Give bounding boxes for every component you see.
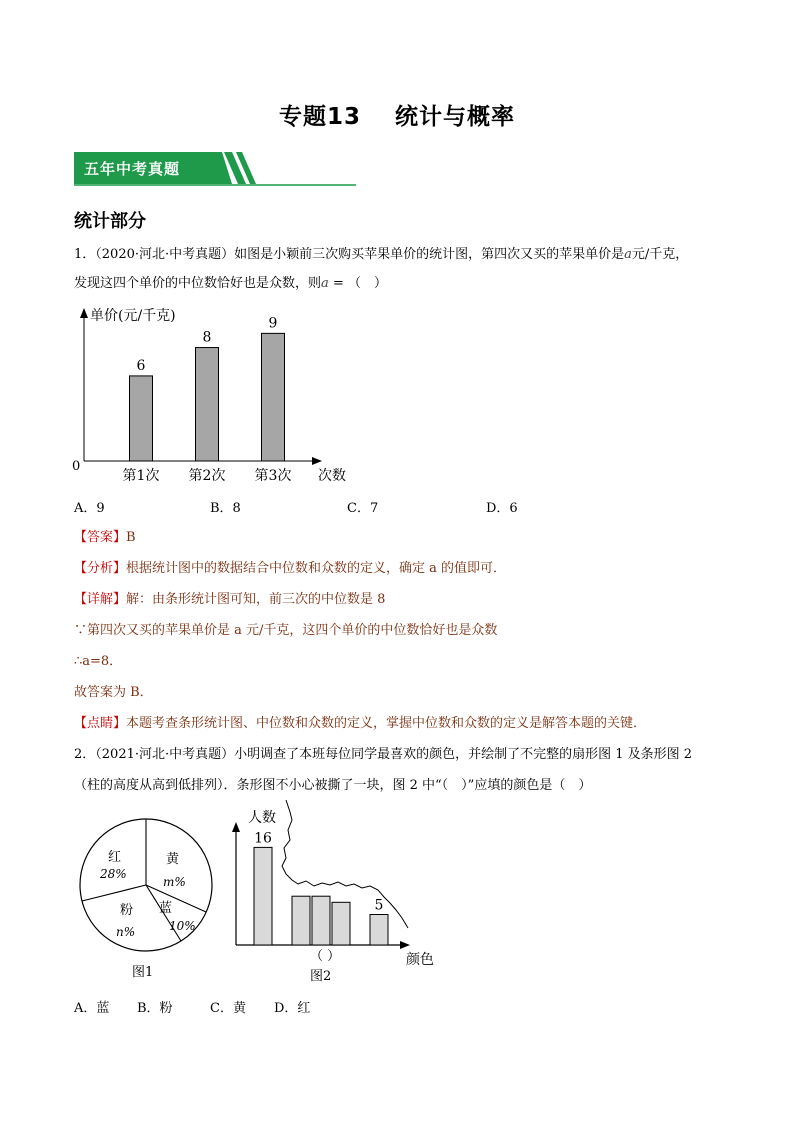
bar xyxy=(312,896,330,945)
q1-option-d[interactable]: D．6 xyxy=(486,501,518,516)
q1-therefore: ∴a=8． xyxy=(74,654,123,669)
origin-label: 0 xyxy=(72,459,81,474)
x-tick-label: 第2次 xyxy=(188,468,226,484)
x-axis-label: 颜色 xyxy=(406,952,434,968)
slice-name-blue: 蓝 xyxy=(159,901,173,916)
q1-because: ∵第四次又买的苹果单价是 a 元/千克，这四个单价的中位数恰好也是众数 xyxy=(74,623,498,638)
blank-category-label: （ ） xyxy=(310,949,341,964)
slice-label-red: 28% xyxy=(100,867,127,881)
figure-caption: 图2 xyxy=(310,969,332,984)
q1-detail: 【详解】解：由条形统计图可知，前三次的中位数是 8 xyxy=(74,592,386,607)
slice-label-blue: 10% xyxy=(169,919,196,933)
bar xyxy=(262,333,285,461)
slice-name-pink: 粉 xyxy=(120,903,134,918)
bar-value-label: 6 xyxy=(136,357,146,374)
bar-value-label: 9 xyxy=(268,315,278,332)
x-axis-label: 次数 xyxy=(318,468,346,484)
page-title xyxy=(0,98,794,131)
x-tick-label: 第1次 xyxy=(122,468,160,484)
q2-bar-chart xyxy=(220,800,450,990)
bar xyxy=(196,348,219,461)
slice-label-yellow: m% xyxy=(163,875,186,889)
q1-line2: 发现这四个单价的中位数恰好也是众数，则a = （ ） xyxy=(74,276,387,291)
figure-caption: 图1 xyxy=(132,965,154,980)
q2-pie-chart xyxy=(70,808,230,988)
q2-line2: （柱的高度从高到低排列）．条形图不小心被撕了一块，图 2 中“（ ）”应填的颜色是（ ） xyxy=(74,778,592,793)
bar xyxy=(370,915,388,946)
x-axis-arrow xyxy=(400,941,410,949)
pie-divider xyxy=(82,885,146,901)
bar-value-label: 5 xyxy=(374,897,384,914)
q1-bar-chart xyxy=(60,300,360,490)
q1-comment: 【点睛】本题考查条形统计图、中位数和众数的定义，掌握中位数和众数的定义是解答本题的关键． xyxy=(74,716,647,731)
q1-conclusion: 故答案为 B． xyxy=(74,685,153,700)
q2-option-c[interactable]: C．黄 xyxy=(210,1001,246,1016)
y-axis-arrow xyxy=(80,308,88,318)
y-axis-label: 人数 xyxy=(248,810,276,826)
q2-option-a[interactable]: A．蓝 xyxy=(74,1001,110,1016)
x-tick-label: 第3次 xyxy=(254,468,292,484)
q1-option-a[interactable]: A．9 xyxy=(74,501,105,516)
title-topic-number: 专题13 xyxy=(278,104,361,130)
section-heading: 统计部分 xyxy=(74,211,146,232)
slice-name-yellow: 黄 xyxy=(166,852,180,867)
bar-value-label: 16 xyxy=(254,830,272,847)
y-axis-label: 单价(元/千克) xyxy=(90,308,176,324)
slice-name-red: 红 xyxy=(108,850,122,865)
q2-line1: 2．（2021·河北·中考真题）小明调查了本班每位同学最喜欢的颜色，并绘制了不完整的扇形图 1 及条形图 2 xyxy=(74,747,693,762)
q1-option-c[interactable]: C．7 xyxy=(347,501,379,516)
bar xyxy=(130,376,153,461)
bar xyxy=(292,896,310,945)
q1-option-b[interactable]: B．8 xyxy=(210,501,241,516)
bar-value-label: 8 xyxy=(202,329,212,346)
title-topic-name: 统计与概率 xyxy=(395,104,515,130)
y-axis-arrow xyxy=(232,822,240,832)
q2-option-d[interactable]: D．红 xyxy=(274,1001,311,1016)
banner-label: 五年中考真题 xyxy=(84,160,181,178)
q1-line1: 1．（2020·河北·中考真题）如图是小颖前三次购买苹果单价的统计图，第四次又买的苹果单价是a元/千克， xyxy=(74,247,689,262)
q2-option-b[interactable]: B．粉 xyxy=(137,1001,173,1016)
q1-analysis: 【分析】根据统计图中的数据结合中位数和众数的定义，确定 a 的值即可． xyxy=(74,561,507,576)
bar xyxy=(332,902,350,945)
q1-answer: 【答案】B xyxy=(74,530,136,545)
x-axis-arrow xyxy=(312,457,322,465)
slice-label-pink: n% xyxy=(116,925,136,939)
bar xyxy=(254,847,272,945)
